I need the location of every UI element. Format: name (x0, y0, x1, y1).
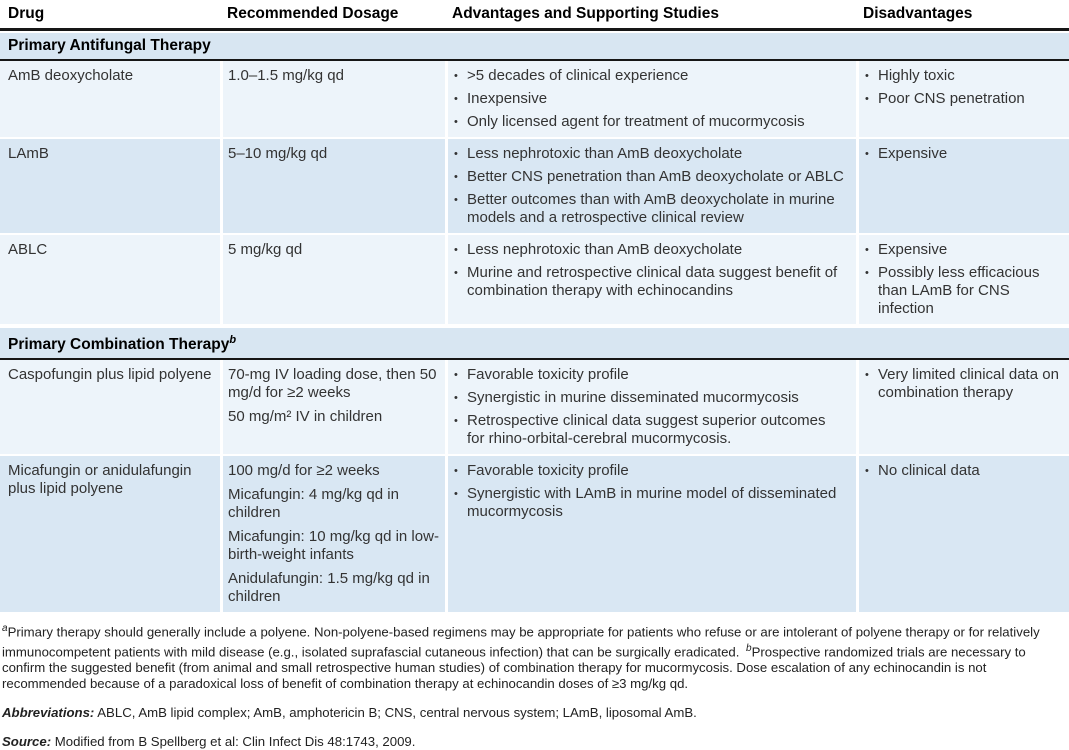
source-label: Source: (2, 733, 52, 749)
bullet-icon: • (454, 465, 458, 478)
section-header (0, 328, 1069, 360)
bullet-icon: • (865, 70, 869, 82)
bullet-icon: • (454, 171, 458, 183)
bullet-icon: • (454, 488, 458, 501)
cell-drug: Micafungin or anidulafungin plus lipid polyene (0, 456, 220, 612)
bullet-icon: • (454, 392, 458, 405)
bullet-text: Retrospective clinical data suggest superior outcomes for rhino-orbital-cerebral mucormycosis. (467, 412, 826, 448)
bullet-item (454, 366, 846, 384)
bullet-text: No clinical data (878, 462, 980, 480)
dosage-line: 100 mg/d for ≥2 weeks (228, 462, 380, 480)
cell-disadvantages (859, 456, 1069, 612)
dosage-line: 70-mg IV loading dose, then 50 mg/d for ≥2 weeks (228, 366, 437, 402)
section-title: Primary Antifungal Therapy (8, 37, 211, 54)
footnotes (0, 614, 1069, 750)
bullet-text: Expensive (878, 145, 948, 162)
bullet-text: Better outcomes than with AmB deoxycholate in murine models and a retrospective clinical review (467, 191, 835, 226)
cell-dosage (223, 235, 445, 324)
section-title: Primary Combination Therapy$^b$ (8, 334, 237, 354)
column-header-advantages: Advantages and Supporting Studies (452, 5, 719, 22)
section-superscript: b (229, 334, 237, 346)
cell-disadvantages (859, 139, 1069, 233)
bullet-text: Only licensed agent for treatment of mucormycosis (467, 113, 805, 130)
bullet-item (454, 191, 846, 227)
bullet-item (454, 90, 846, 108)
cell-disadvantages (859, 235, 1069, 324)
bullet-icon: • (865, 148, 869, 160)
column-header-recommended-dosage: Recommended Dosage (227, 5, 399, 22)
cell-advantages (448, 139, 856, 233)
bullet-icon: • (865, 244, 869, 256)
bullet-item (865, 90, 1065, 108)
cell-advantages (448, 235, 856, 324)
bullet-text: Very limited clinical data on combination therapy (878, 366, 1059, 402)
bullet-icon: • (865, 267, 869, 279)
cell-dosage (223, 456, 445, 612)
cell-drug: ABLC (0, 235, 220, 324)
cell-drug: LAmB (0, 139, 220, 233)
table-body (0, 33, 1069, 614)
bullet-icon: • (454, 369, 458, 382)
dosage-line: 5 mg/kg qd (228, 241, 303, 258)
table-header-row (0, 0, 1069, 31)
table-row (0, 61, 1069, 139)
bullet-icon: • (454, 116, 458, 128)
dosage-line: 50 mg/m² IV in children (228, 408, 383, 426)
dosage-line: Anidulafungin: 1.5 mg/kg qd in children (228, 570, 430, 606)
bullet-text: Favorable toxicity profile (467, 366, 629, 384)
bullet-text: Inexpensive (467, 90, 548, 107)
bullet-item (454, 412, 846, 448)
footnote-general (2, 621, 1067, 692)
bullet-icon: • (454, 244, 458, 256)
bullet-text: Highly toxic (878, 67, 955, 84)
footnote-source (2, 734, 1067, 750)
bullet-item (454, 389, 846, 407)
bullet-item (865, 67, 1065, 85)
table-row (0, 360, 1069, 456)
column-header-drug: Drug (8, 5, 45, 22)
footnote-abbreviations (2, 705, 1067, 721)
abbreviations-label: Abbreviations: (2, 704, 95, 720)
bullet-icon: • (454, 267, 458, 279)
bullet-item (865, 462, 1065, 480)
bullet-icon: • (865, 369, 869, 382)
cell-disadvantages (859, 360, 1069, 454)
table-row (0, 456, 1069, 614)
bullet-item (454, 462, 846, 480)
dosage-line: 5–10 mg/kg qd (228, 145, 328, 162)
footnote-marker: a (2, 623, 8, 635)
bullet-item (454, 241, 846, 259)
bullet-icon: • (454, 93, 458, 105)
bullet-item (454, 113, 846, 131)
bullet-icon: • (454, 415, 458, 428)
bullet-item (865, 264, 1065, 318)
bullet-text: Less nephrotoxic than AmB deoxycholate (467, 145, 743, 162)
bullet-text: Favorable toxicity profile (467, 462, 629, 480)
cell-dosage (223, 360, 445, 454)
bullet-item (865, 241, 1065, 259)
cell-advantages (448, 456, 856, 612)
bullet-icon: • (454, 194, 458, 206)
table-row (0, 139, 1069, 235)
bullet-text: Synergistic in murine disseminated mucormycosis (467, 389, 799, 407)
bullet-icon: • (865, 93, 869, 105)
bullet-item (865, 145, 1065, 163)
column-header-disadvantages: Disadvantages (863, 5, 973, 22)
bullet-text: Synergistic with LAmB in murine model of disseminated mucormycosis (467, 485, 837, 521)
cell-drug: AmB deoxycholate (0, 61, 220, 137)
footnote-text: Prospective randomized trials are necessary to confirm the suggested benefit (from animal and small retrospective human studies) of combination therapy for mucormycosis. Dose escalation of any echinocandin is not recommended because of a paradoxical loss of benefit of combination therapy at echinocandin doses of ≥3 mg/kg qd. (2, 643, 1026, 691)
bullet-item (454, 145, 846, 163)
cell-disadvantages (859, 61, 1069, 137)
bullet-icon: • (454, 70, 458, 82)
bullet-item (454, 264, 846, 300)
bullet-text: Murine and retrospective clinical data suggest benefit of combination therapy with echinocandins (467, 264, 838, 299)
footnote-marker: b (746, 642, 752, 654)
cell-dosage (223, 139, 445, 233)
dosage-line: 1.0–1.5 mg/kg qd (228, 67, 344, 84)
bullet-item (454, 67, 846, 85)
section-header (0, 33, 1069, 61)
bullet-text: Poor CNS penetration (878, 90, 1025, 107)
bullet-text: >5 decades of clinical experience (467, 67, 689, 84)
dosage-line: Micafungin: 10 mg/kg qd in low-birth-weight infants (228, 528, 439, 564)
bullet-item (865, 366, 1065, 402)
table-row (0, 235, 1069, 326)
cell-dosage (223, 61, 445, 137)
bullet-text: Less nephrotoxic than AmB deoxycholate (467, 241, 743, 258)
cell-advantages (448, 61, 856, 137)
footnote-text: Primary therapy should generally include a polyene. Non-polyene-based regimens may be appropriate for patients who refuse or are intolerant of polyene therapy or for relatively immunocompetent patients with mild disease (e.g., isolated suprafascial cutaneous infection) that can be surgically eradicated. (2, 624, 1040, 659)
cell-advantages (448, 360, 856, 454)
bullet-icon: • (454, 148, 458, 160)
cell-drug: Caspofungin plus lipid polyene (0, 360, 220, 454)
bullet-item (454, 485, 846, 521)
abbreviations-text: ABLC, AmB lipid complex; AmB, amphotericin B; CNS, central nervous system; LAmB, liposomal AmB. (94, 704, 697, 720)
bullet-icon: • (865, 465, 869, 478)
bullet-text: Possibly less efficacious than LAmB for CNS infection (878, 264, 1040, 317)
bullet-text: Expensive (878, 241, 948, 258)
dosage-line: Micafungin: 4 mg/kg qd in children (228, 486, 399, 522)
source-text: Modified from B Spellberg et al: Clin Infect Dis 48:1743, 2009. (51, 733, 416, 749)
bullet-item (454, 168, 846, 186)
bullet-text: Better CNS penetration than AmB deoxycholate or ABLC (467, 168, 844, 185)
